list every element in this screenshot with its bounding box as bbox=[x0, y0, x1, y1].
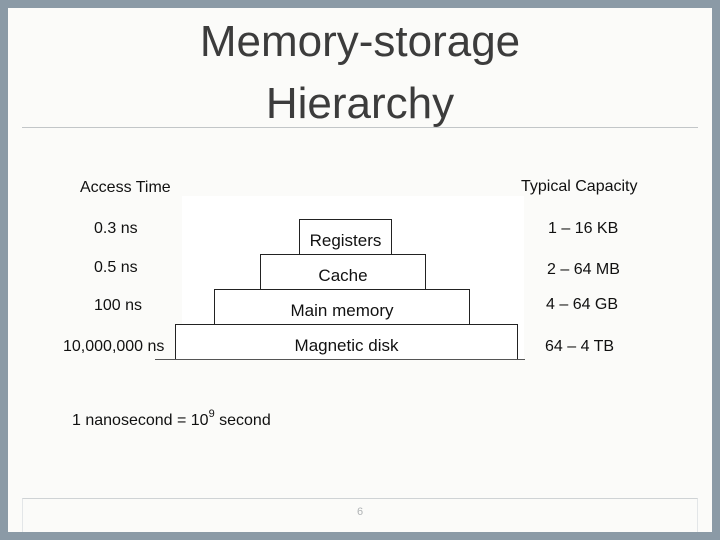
slide-title-line-2: Hierarchy bbox=[265, 79, 455, 128]
capacity-registers: 1 – 16 KB bbox=[548, 220, 619, 237]
footnote-prefix: 1 nanosecond = 10 bbox=[72, 412, 209, 429]
typical-capacity-header: Typical Capacity bbox=[521, 178, 638, 195]
capacity-magnetic-disk: 64 – 4 TB bbox=[545, 338, 615, 355]
footnote-suffix: second bbox=[214, 412, 271, 429]
access-time-header: Access Time bbox=[80, 179, 171, 196]
tier-main-memory: Main memory bbox=[214, 289, 470, 325]
capacity-main-memory: 4 – 64 GB bbox=[546, 296, 619, 313]
title-divider bbox=[22, 127, 698, 128]
tier-magnetic-disk: Magnetic disk bbox=[175, 324, 518, 360]
access-time-registers: 0.3 ns bbox=[94, 220, 138, 237]
tier-registers: Registers bbox=[299, 219, 392, 255]
tier-cache: Cache bbox=[260, 254, 426, 290]
access-time-main-memory: 100 ns bbox=[94, 297, 143, 314]
access-time-cache: 0.5 ns bbox=[94, 259, 138, 276]
capacity-cache: 2 – 64 MB bbox=[547, 261, 620, 278]
page-number: 6 bbox=[356, 506, 364, 518]
slide-title-line-1: Memory-storage bbox=[199, 17, 521, 66]
pyramid-base-line bbox=[155, 359, 525, 360]
nanosecond-footnote bbox=[72, 408, 271, 430]
footnote-exponent: 9 bbox=[208, 408, 215, 420]
access-time-magnetic-disk: 10,000,000 ns bbox=[63, 338, 165, 355]
